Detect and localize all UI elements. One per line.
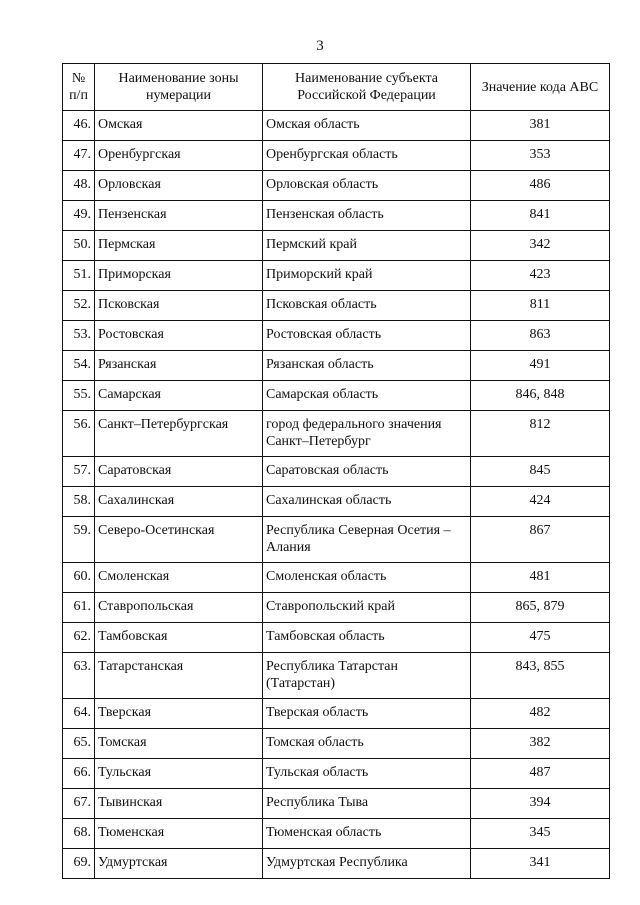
table-row xyxy=(63,231,610,261)
table-row xyxy=(63,623,610,653)
cell-num: 64. xyxy=(63,699,95,729)
table-row xyxy=(63,381,610,411)
cell-subject: Удмуртская Республика xyxy=(263,849,471,879)
cell-num: 58. xyxy=(63,487,95,517)
cell-subject: Тверская область xyxy=(263,699,471,729)
table-row xyxy=(63,563,610,593)
cell-zone: Удмуртская xyxy=(95,849,263,879)
cell-num: 47. xyxy=(63,141,95,171)
cell-num: 55. xyxy=(63,381,95,411)
cell-zone: Рязанская xyxy=(95,351,263,381)
cell-subject: Ставропольский край xyxy=(263,593,471,623)
cell-subject: Рязанская область xyxy=(263,351,471,381)
table-row xyxy=(63,411,610,457)
cell-subject: Орловская область xyxy=(263,171,471,201)
table-row xyxy=(63,201,610,231)
header-row xyxy=(63,64,610,111)
cell-num: 66. xyxy=(63,759,95,789)
cell-zone: Тамбовская xyxy=(95,623,263,653)
cell-subject: Самарская область xyxy=(263,381,471,411)
cell-subject: Республика Тыва xyxy=(263,789,471,819)
cell-num: 65. xyxy=(63,729,95,759)
cell-zone: Оренбургская xyxy=(95,141,263,171)
cell-code: 491 xyxy=(471,351,610,381)
cell-zone: Тывинская xyxy=(95,789,263,819)
cell-subject: Приморский край xyxy=(263,261,471,291)
cell-code: 486 xyxy=(471,171,610,201)
cell-subject: Республика Северная Осетия – Алания xyxy=(263,517,471,563)
cell-subject: Омская область xyxy=(263,111,471,141)
cell-code: 381 xyxy=(471,111,610,141)
cell-num: 59. xyxy=(63,517,95,563)
cell-num: 52. xyxy=(63,291,95,321)
cell-zone: Ставропольская xyxy=(95,593,263,623)
table-row xyxy=(63,849,610,879)
cell-zone: Тюменская xyxy=(95,819,263,849)
cell-zone: Смоленская xyxy=(95,563,263,593)
cell-zone: Омская xyxy=(95,111,263,141)
cell-code: 846, 848 xyxy=(471,381,610,411)
cell-subject: Пензенская область xyxy=(263,201,471,231)
table-row xyxy=(63,111,610,141)
cell-subject: Томская область xyxy=(263,729,471,759)
cell-subject: Сахалинская область xyxy=(263,487,471,517)
cell-zone: Тульская xyxy=(95,759,263,789)
table-row xyxy=(63,699,610,729)
cell-num: 51. xyxy=(63,261,95,291)
cell-num: 57. xyxy=(63,457,95,487)
table-row xyxy=(63,729,610,759)
cell-zone: Самарская xyxy=(95,381,263,411)
table-body xyxy=(63,111,610,879)
cell-code: 382 xyxy=(471,729,610,759)
cell-zone: Псковская xyxy=(95,291,263,321)
cell-code: 394 xyxy=(471,789,610,819)
cell-num: 62. xyxy=(63,623,95,653)
cell-code: 423 xyxy=(471,261,610,291)
cell-num: 63. xyxy=(63,653,95,699)
cell-num: 67. xyxy=(63,789,95,819)
table-header xyxy=(63,64,610,111)
cell-code: 841 xyxy=(471,201,610,231)
cell-zone: Сахалинская xyxy=(95,487,263,517)
cell-zone: Ростовская xyxy=(95,321,263,351)
cell-zone: Санкт–Петербургская xyxy=(95,411,263,457)
cell-code: 487 xyxy=(471,759,610,789)
cell-code: 863 xyxy=(471,321,610,351)
cell-num: 61. xyxy=(63,593,95,623)
cell-num: 68. xyxy=(63,819,95,849)
cell-num: 46. xyxy=(63,111,95,141)
header-zone: Наименование зоны нумерации xyxy=(95,64,263,111)
table-row xyxy=(63,517,610,563)
cell-subject: Саратовская область xyxy=(263,457,471,487)
table-row xyxy=(63,351,610,381)
cell-zone: Приморская xyxy=(95,261,263,291)
page-number: 3 xyxy=(316,38,324,54)
cell-code: 482 xyxy=(471,699,610,729)
cell-zone: Татарстанская xyxy=(95,653,263,699)
cell-zone: Саратовская xyxy=(95,457,263,487)
cell-num: 69. xyxy=(63,849,95,879)
cell-code: 341 xyxy=(471,849,610,879)
cell-subject: Тульская область xyxy=(263,759,471,789)
header-num: № п/п xyxy=(63,64,95,111)
cell-num: 50. xyxy=(63,231,95,261)
table-row xyxy=(63,593,610,623)
cell-code: 812 xyxy=(471,411,610,457)
cell-subject: Пермский край xyxy=(263,231,471,261)
header-code: Значение кода ABC xyxy=(471,64,610,111)
cell-num: 49. xyxy=(63,201,95,231)
table-row xyxy=(63,653,610,699)
cell-code: 845 xyxy=(471,457,610,487)
cell-zone: Пермская xyxy=(95,231,263,261)
cell-subject: Псковская область xyxy=(263,291,471,321)
cell-num: 53. xyxy=(63,321,95,351)
cell-code: 867 xyxy=(471,517,610,563)
cell-code: 424 xyxy=(471,487,610,517)
cell-num: 54. xyxy=(63,351,95,381)
table-row xyxy=(63,171,610,201)
cell-code: 481 xyxy=(471,563,610,593)
table-row xyxy=(63,819,610,849)
cell-code: 811 xyxy=(471,291,610,321)
cell-zone: Пензенская xyxy=(95,201,263,231)
table-row xyxy=(63,261,610,291)
numbering-zones-table xyxy=(62,63,610,879)
cell-num: 56. xyxy=(63,411,95,457)
cell-zone: Северо-Осетинская xyxy=(95,517,263,563)
header-subject: Наименование субъекта Российской Федерации xyxy=(263,64,471,111)
table-row xyxy=(63,321,610,351)
cell-subject: Оренбургская область xyxy=(263,141,471,171)
cell-subject: Ростовская область xyxy=(263,321,471,351)
table-row xyxy=(63,789,610,819)
cell-zone: Тверская xyxy=(95,699,263,729)
cell-code: 843, 855 xyxy=(471,653,610,699)
cell-code: 475 xyxy=(471,623,610,653)
table-row xyxy=(63,291,610,321)
cell-code: 345 xyxy=(471,819,610,849)
table-row xyxy=(63,457,610,487)
table-row xyxy=(63,759,610,789)
cell-subject: Тюменская область xyxy=(263,819,471,849)
cell-num: 48. xyxy=(63,171,95,201)
cell-subject: Смоленская область xyxy=(263,563,471,593)
cell-code: 342 xyxy=(471,231,610,261)
cell-subject: Тамбовская область xyxy=(263,623,471,653)
cell-zone: Томская xyxy=(95,729,263,759)
table-row xyxy=(63,141,610,171)
cell-subject: Республика Татарстан (Татарстан) xyxy=(263,653,471,699)
cell-num: 60. xyxy=(63,563,95,593)
cell-code: 865, 879 xyxy=(471,593,610,623)
table-row xyxy=(63,487,610,517)
cell-subject: город федерального значения Санкт–Петербург xyxy=(263,411,471,457)
cell-zone: Орловская xyxy=(95,171,263,201)
cell-code: 353 xyxy=(471,141,610,171)
